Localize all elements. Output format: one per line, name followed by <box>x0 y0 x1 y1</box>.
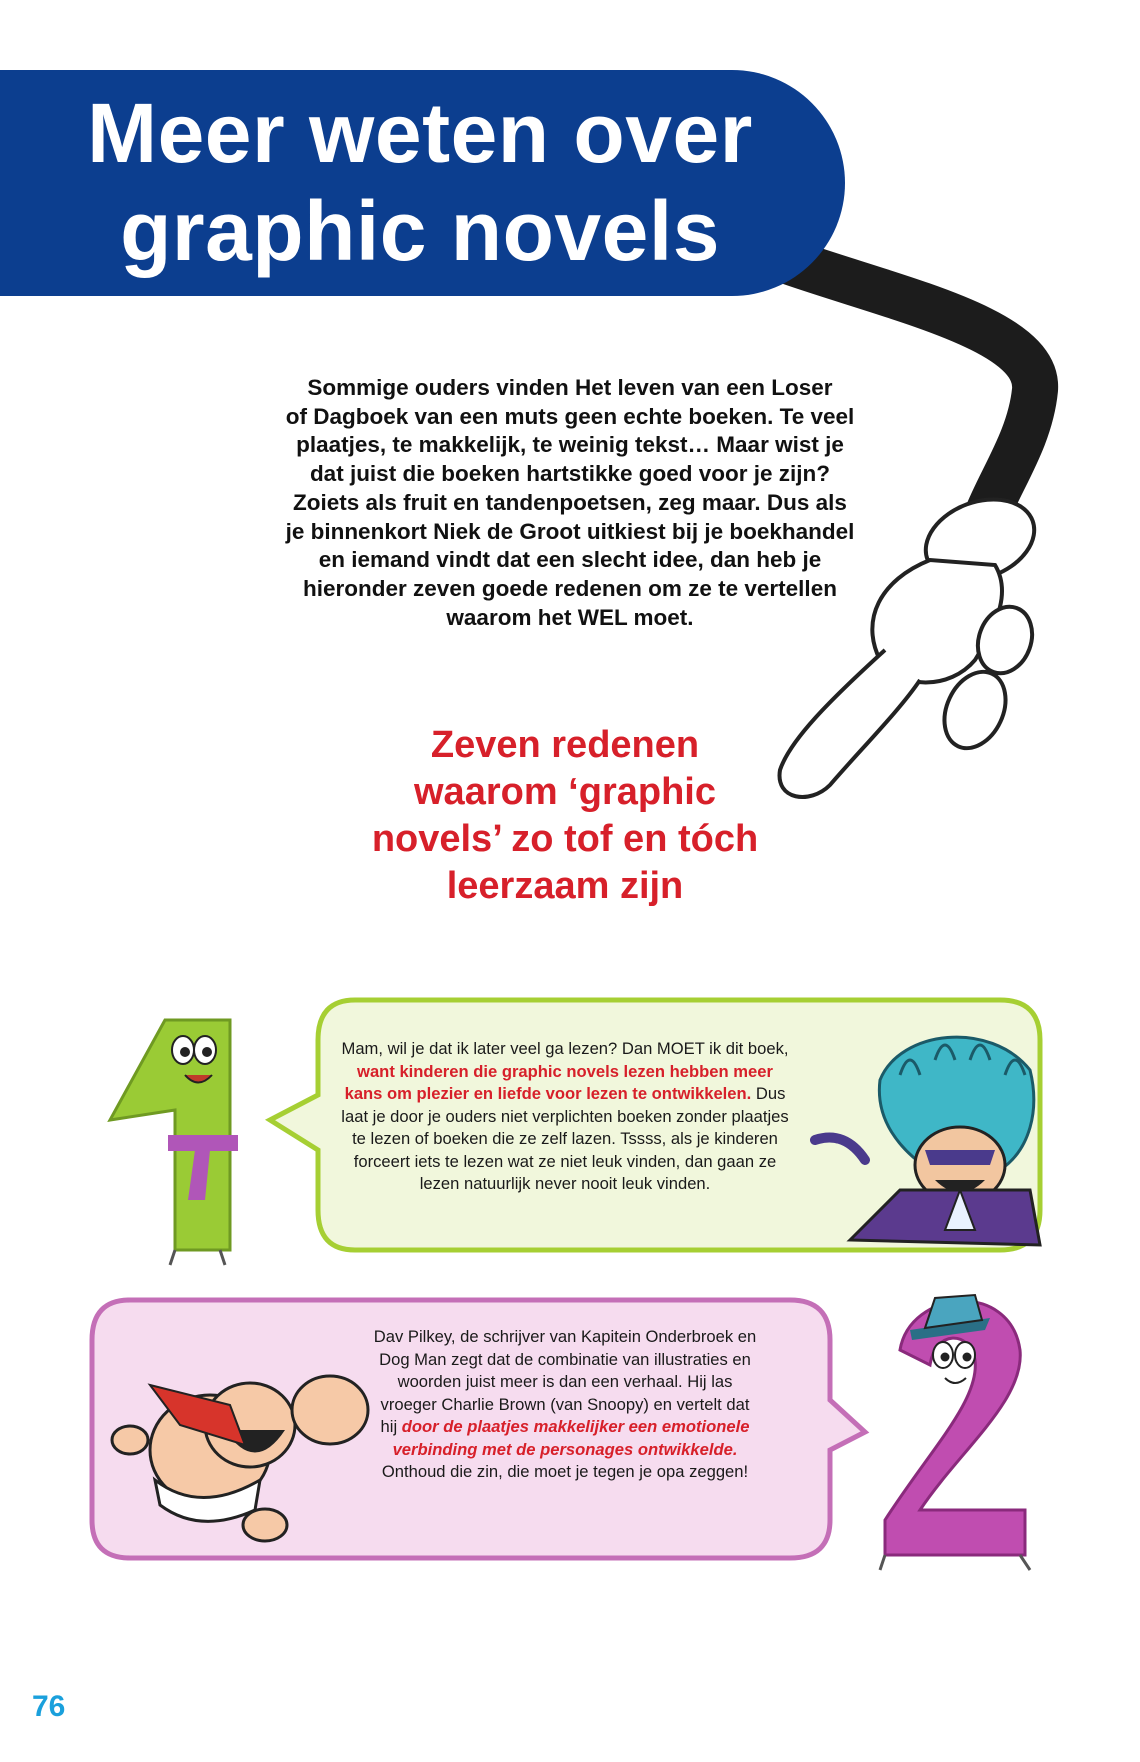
intro-line: je binnenkort Niek de Groot uitkiest bij je boekhandel <box>285 518 855 544</box>
intro-line: Zoiets als fruit en tandenpoetsen, zeg maar. Dus als <box>293 489 847 515</box>
reason-2-text-after: Onthoud die zin, die moet je tegen je opa zeggen! <box>381 1462 749 1481</box>
page-title-line-1: Meer weten over <box>87 86 753 180</box>
section-heading-line: leerzaam zijn <box>446 865 684 907</box>
page-title-line-2: graphic novels <box>120 184 720 278</box>
section-heading-line: waarom ‘graphic <box>414 771 716 813</box>
intro-line: of Dagboek van een muts geen echte boeken. Te veel <box>285 403 855 429</box>
intro-line: Sommige ouders vinden Het leven van een Loser <box>307 375 833 400</box>
intro-line: waarom het WEL moet. <box>446 604 694 630</box>
reason-2-text <box>370 1326 760 1484</box>
number-two-character-illustration <box>880 1295 1030 1570</box>
reason-1-text <box>340 1038 790 1196</box>
reason-1-text-before: Mam, wil je dat ik later veel ga lezen? Dan MOET ik dit boek, <box>341 1039 789 1058</box>
number-one-character-illustration <box>110 1020 238 1265</box>
reason-1-text-after: Dus laat je door je ouders niet verplichten boeken zonder plaatjes te lezen of boeken die ze zelf lazen. Tssss, als je kinderen forceert iets te lezen wat ze niet leuk vinden, dan gaan ze lezen natuurlijk never nooit leuk vinden. <box>341 1084 789 1193</box>
page-number: 76 <box>32 1690 66 1723</box>
page-title <box>40 84 800 280</box>
intro-line: plaatjes, te makkelijk, te weinig tekst… Maar wist je <box>296 432 844 458</box>
intro-line: dat juist die boeken hartstikke goed voor je zijn? <box>309 461 831 487</box>
reason-2-highlight: door de plaatjes makkelijker een emotionele verbinding met de personages ontwikkelde. <box>392 1417 750 1459</box>
section-heading-line: Zeven redenen <box>430 724 700 766</box>
reason-1-highlight: want kinderen die graphic novels lezen hebben meer kans om plezier en liefde voor lezen te ontwikkelen. <box>344 1061 773 1103</box>
section-heading-line: novels’ zo tof en tóch <box>371 818 759 860</box>
intro-line: en iemand vindt dat een slecht idee, dan heb je <box>318 547 822 573</box>
intro-paragraph <box>250 374 890 632</box>
reason-2-text-before: Dav Pilkey, de schrijver van Kapitein Onderbroek en Dog Man zegt dat de combinatie van illustraties en woorden juist meer is dan een verhaal. Hij las vroeger Charlie Brown (van Snoopy) en vertelt dat hij <box>373 1327 757 1436</box>
intro-line: hieronder zeven goede redenen om ze te vertellen <box>303 575 837 601</box>
section-heading <box>325 722 805 910</box>
